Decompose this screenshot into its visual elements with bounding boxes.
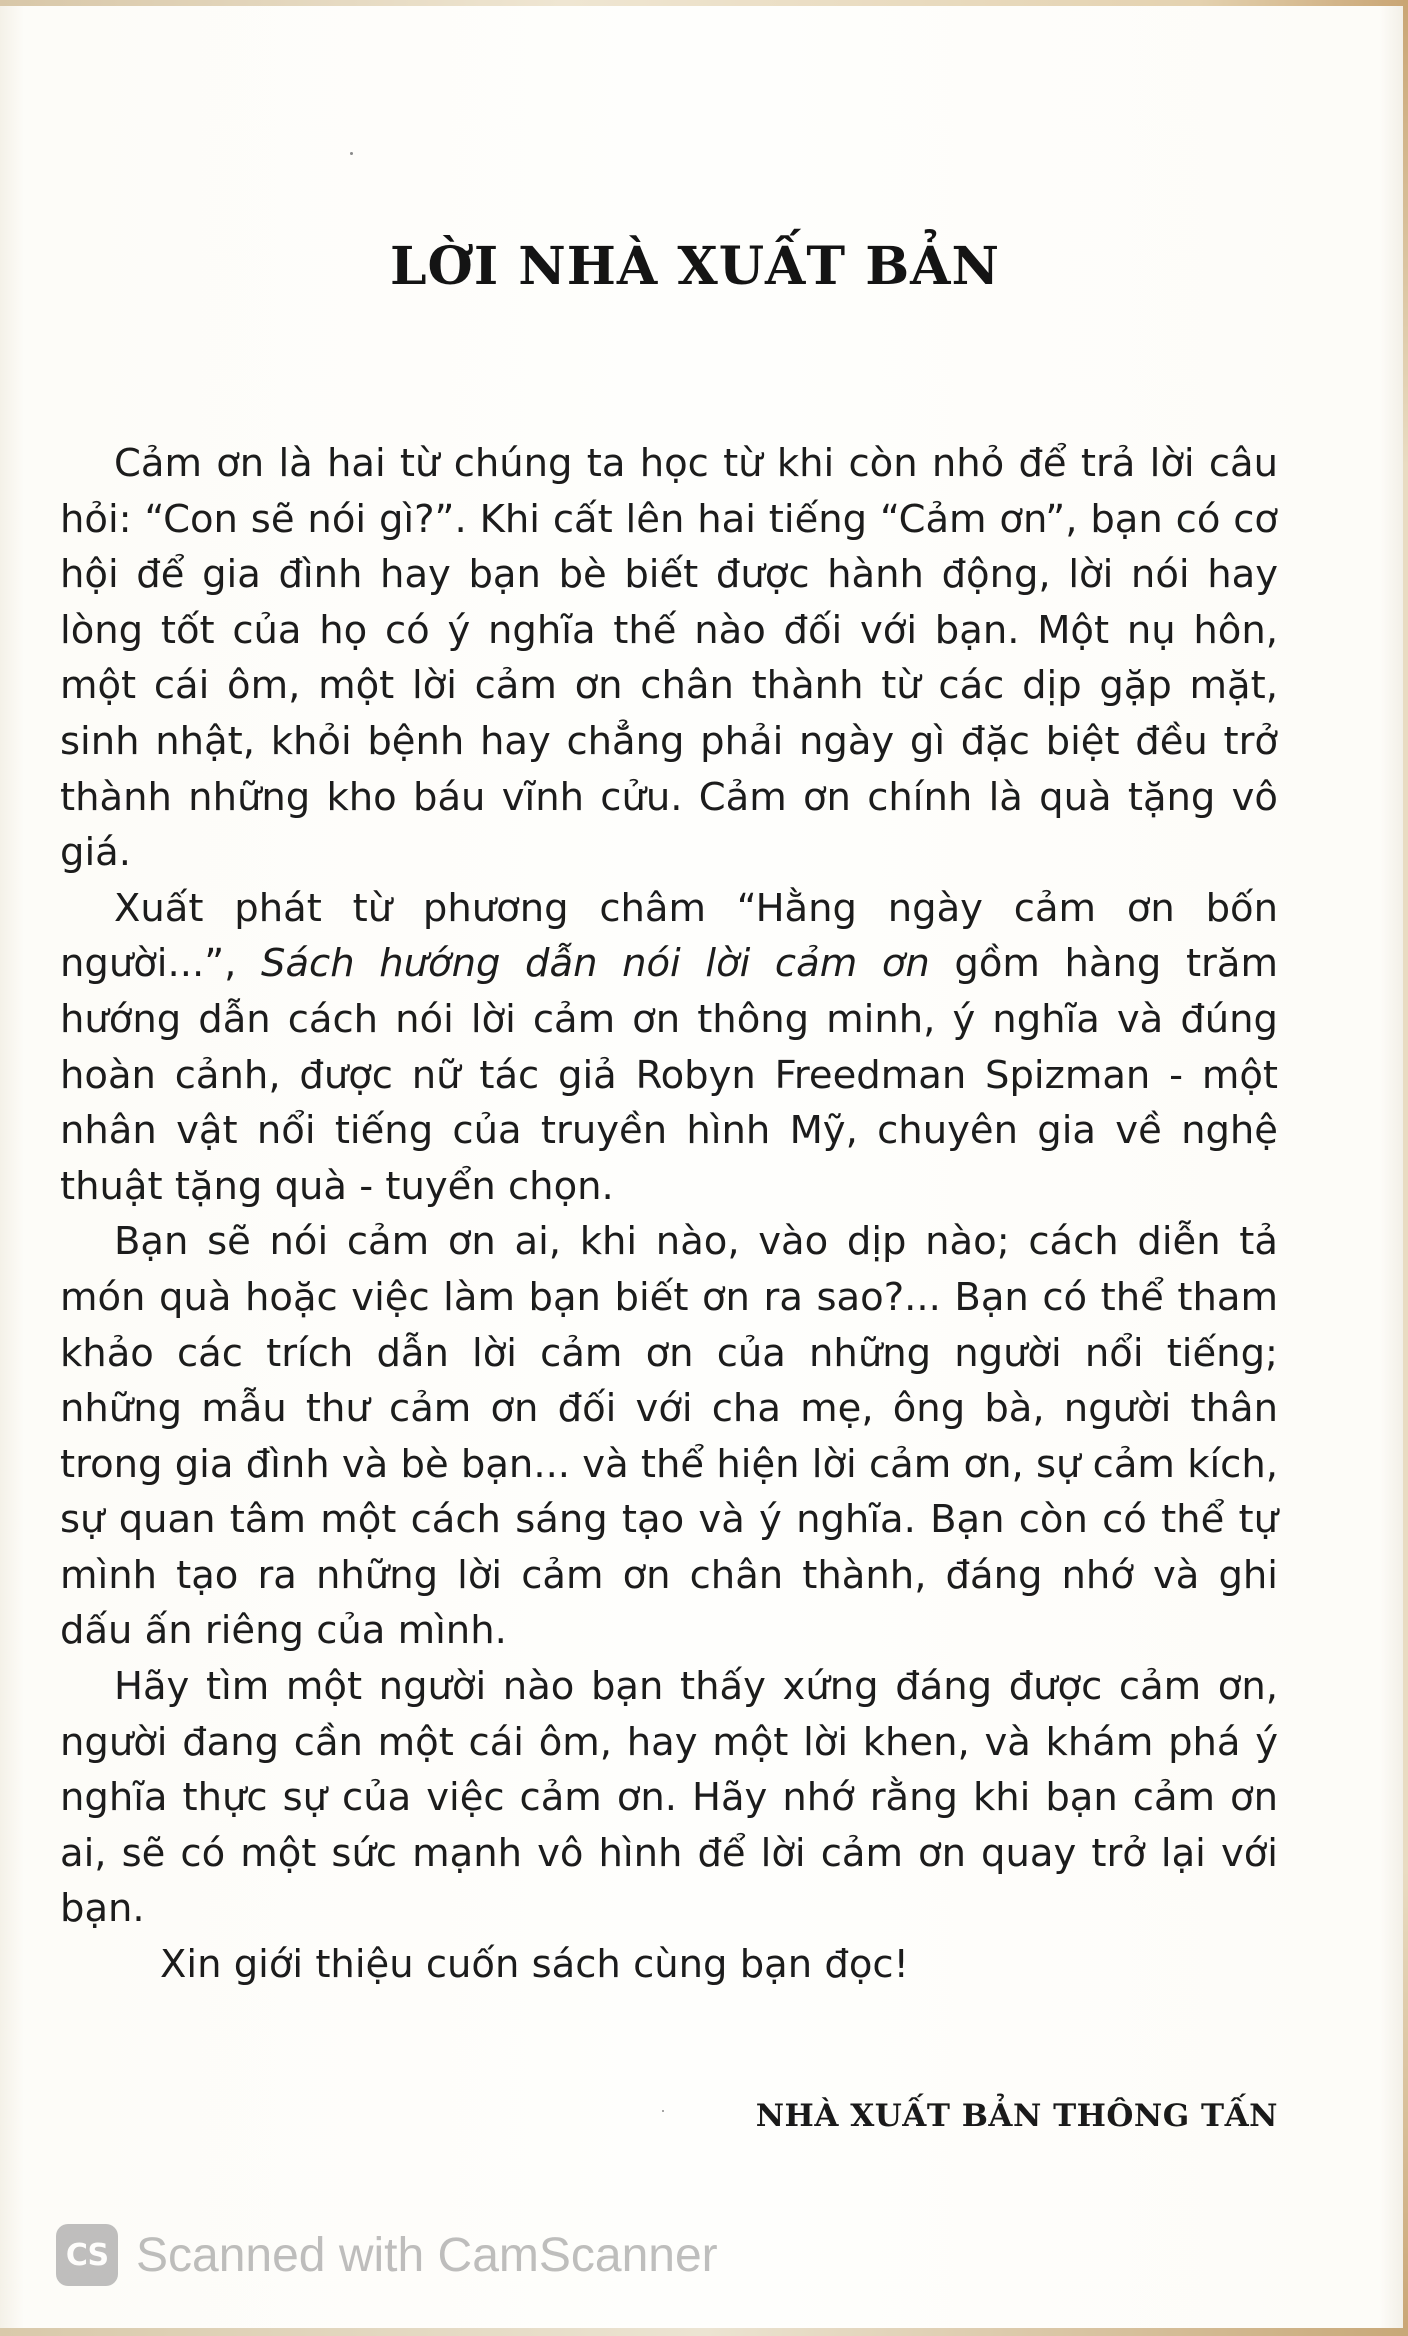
closing-line: Xin giới thiệu cuốn sách cùng bạn đọc! (160, 1942, 909, 1988)
page-bottom-edge (0, 2328, 1408, 2336)
camscanner-logo-icon (56, 2224, 118, 2286)
camscanner-watermark (56, 2222, 718, 2288)
paragraph-2-intro: Xuất phát từ phương châm “Hằng ngày cảm ơn bốn người...”, (60, 885, 1278, 987)
page-top-edge (0, 0, 1408, 6)
page-right-edge (1403, 0, 1408, 2336)
publisher-signature: NHÀ XUẤT BẢN THÔNG TẤN (755, 2098, 1278, 2134)
scan-speck (350, 152, 353, 155)
paragraph-2-rest: gồm hàng trăm hướng dẫn cách nói lời cảm ơn thông minh, ý nghĩa và đúng hoàn cảnh, được nữ tác giả Robyn Freedman Spizman - một nhân vật nổi tiếng của truyền hình Mỹ, chuyên gia về nghệ thuật tặng quà - tuyển chọn. (60, 941, 1278, 1209)
paragraph-4: Hãy tìm một người nào bạn thấy xứng đáng được cảm ơn, người đang cần một cái ôm, hay một lời khen, và khám phá ý nghĩa thực sự của việc cảm ơn. Hãy nhớ rằng khi bạn cảm ơn ai, sẽ có một sức mạnh vô hình để lời cảm ơn quay trở lại với bạn. (60, 1664, 1278, 1932)
body-text (60, 436, 1278, 1993)
page-title: LỜI NHÀ XUẤT BẢN (389, 236, 1001, 297)
paragraph-2 (60, 881, 1278, 1215)
book-title-emphasis: Sách hướng dẫn nói lời cảm ơn (261, 941, 930, 987)
paragraph-3: Bạn sẽ nói cảm ơn ai, khi nào, vào dịp nào; cách diễn tả món quà hoặc việc làm bạn biết ơn ra sao?... Bạn có thể tham khảo các trích dẫn lời cảm ơn của những người nổi tiếng; những mẫu thư cảm ơn đối với cha mẹ, ông bà, người thân trong gia đình và bè bạn... và thể hiện lời cảm ơn, sự cảm kích, sự quan tâm một cách sáng tạo và ý nghĩa. Bạn còn có thể tự mình tạo ra những lời cảm ơn chân thành, đáng nhớ và ghi dấu ấn riêng của mình. (60, 1219, 1278, 1654)
scan-speck (662, 2110, 664, 2112)
camscanner-logo-text: CS (65, 2237, 109, 2273)
paragraph-1: Cảm ơn là hai từ chúng ta học từ khi còn nhỏ để trả lời câu hỏi: “Con sẽ nói gì?”. Khi cất lên hai tiếng “Cảm ơn”, bạn có cơ hội để gia đình hay bạn bè biết được hành động, lời nói hay lòng tốt của họ có ý nghĩa thế nào đối với bạn. Một nụ hôn, một cái ôm, một lời cảm ơn chân thành từ các dịp gặp mặt, sinh nhật, khỏi bệnh hay chẳng phải ngày gì đặc biệt đều trở thành những kho báu vĩnh cửu. Cảm ơn chính là quà tặng vô giá. (60, 441, 1278, 876)
watermark-text: Scanned with CamScanner (136, 2228, 718, 2282)
